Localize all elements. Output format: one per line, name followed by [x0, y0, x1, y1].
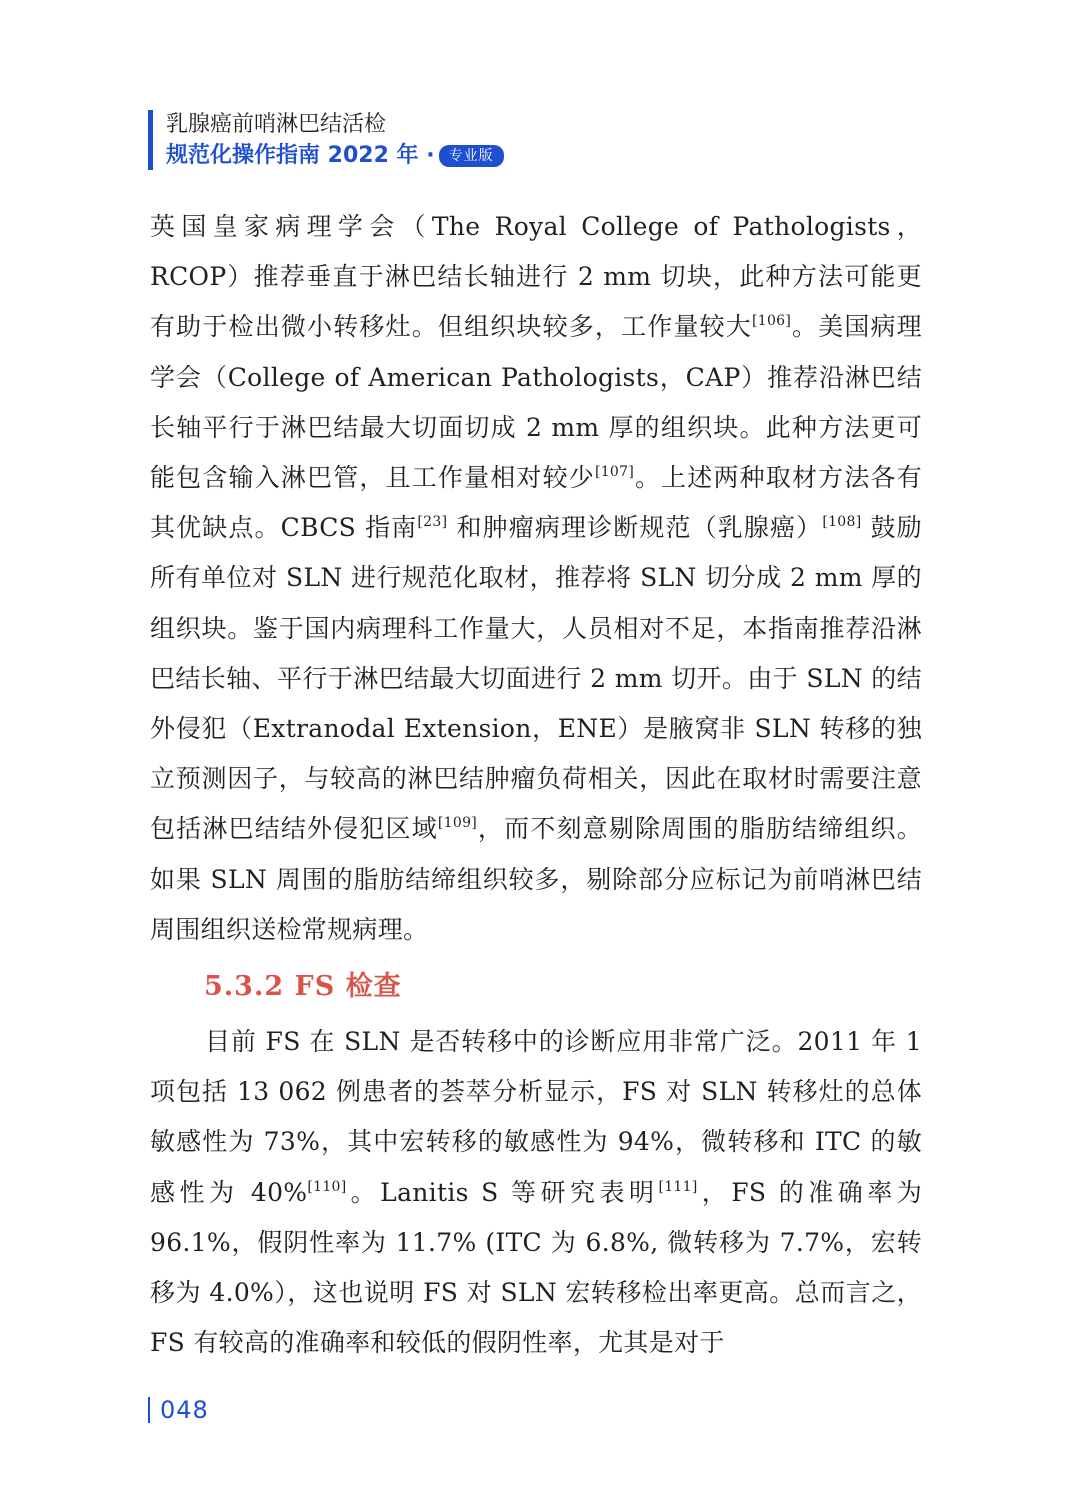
edition-badge: 专业版 — [439, 145, 504, 167]
citation-106: [106] — [751, 313, 792, 330]
page-body — [150, 202, 922, 1368]
footer-accent-bar — [148, 1397, 150, 1423]
header-accent-bar — [148, 110, 153, 170]
header-title-line2 — [166, 143, 504, 169]
running-header — [148, 110, 708, 172]
body-paragraph-1: 英国皇家病理学会（The Royal College of Pathologists，RCOP）推荐垂直于淋巴结长轴进行 2 mm 切块，此种方法可能更有助于检出微小转移灶。但组织块较多，工作量较大[106]。美国病理学会（College of American Pathologists，CAP）推荐沿淋巴结长轴平行于淋巴结最大切面切成 2 mm 厚的组织块。此种方法更可能包含输入淋巴管，且工作量相对较少[107]。上述两种取材方法各有其优缺点。CBCS 指南[23] 和肿瘤病理诊断规范（乳腺癌）[108] 鼓励所有单位对 SLN 进行规范化取材，推荐将 SLN 切分成 2 mm 厚的组织块。鉴于国内病理科工作量大，人员相对不足，本指南推荐沿淋巴结长轴、平行于淋巴结最大切面进行 2 mm 切开。由于 SLN 的结外侵犯（Extranodal Extension，ENE）是腋窝非 SLN 转移的独立预测因子，与较高的淋巴结肿瘤负荷相关，因此在取材时需要注意包括淋巴结结外侵犯区域[109]，而不刻意剔除周围的脂肪结缔组织。如果 SLN 周围的脂肪结缔组织较多，剔除部分应标记为前哨淋巴结周围组织送检常规病理。 — [150, 212, 922, 944]
citation-107: [107] — [594, 464, 635, 481]
section-heading: 5.3.2 FS 检查 — [204, 971, 402, 1003]
citation-111: [111] — [658, 1178, 698, 1195]
header-title-line1: 乳腺癌前哨淋巴结活检 — [166, 112, 387, 137]
citation-108: [108] — [822, 514, 862, 531]
page-number: 048 — [160, 1396, 209, 1424]
body-paragraph-2: 目前 FS 在 SLN 是否转移中的诊断应用非常广泛。2011 年 1 项包括 13 062 例患者的荟萃分析显示，FS 对 SLN 转移灶的总体敏感性为 73%，其中宏转移的敏感性为 94%，微转移和 ITC 的敏感性为 40%[110]。Lanitis S 等研究表明[111]，FS 的准确率为 96.1%，假阴性率为 11.7% (ITC 为 6.8%, 微转移为 7.7%，宏转移为 4.0%），这也说明 FS 对 SLN 宏转移检出率更高。总而言之，FS 有较高的准确率和较低的假阴性率，尤其是对于 — [150, 1027, 922, 1358]
citation-110: [110] — [307, 1178, 347, 1195]
page-footer — [148, 1392, 209, 1428]
citation-109: [109] — [437, 815, 478, 832]
citation-23: [23] — [417, 514, 448, 531]
header-subtitle: 规范化操作指南 2022 年 · — [166, 143, 435, 168]
